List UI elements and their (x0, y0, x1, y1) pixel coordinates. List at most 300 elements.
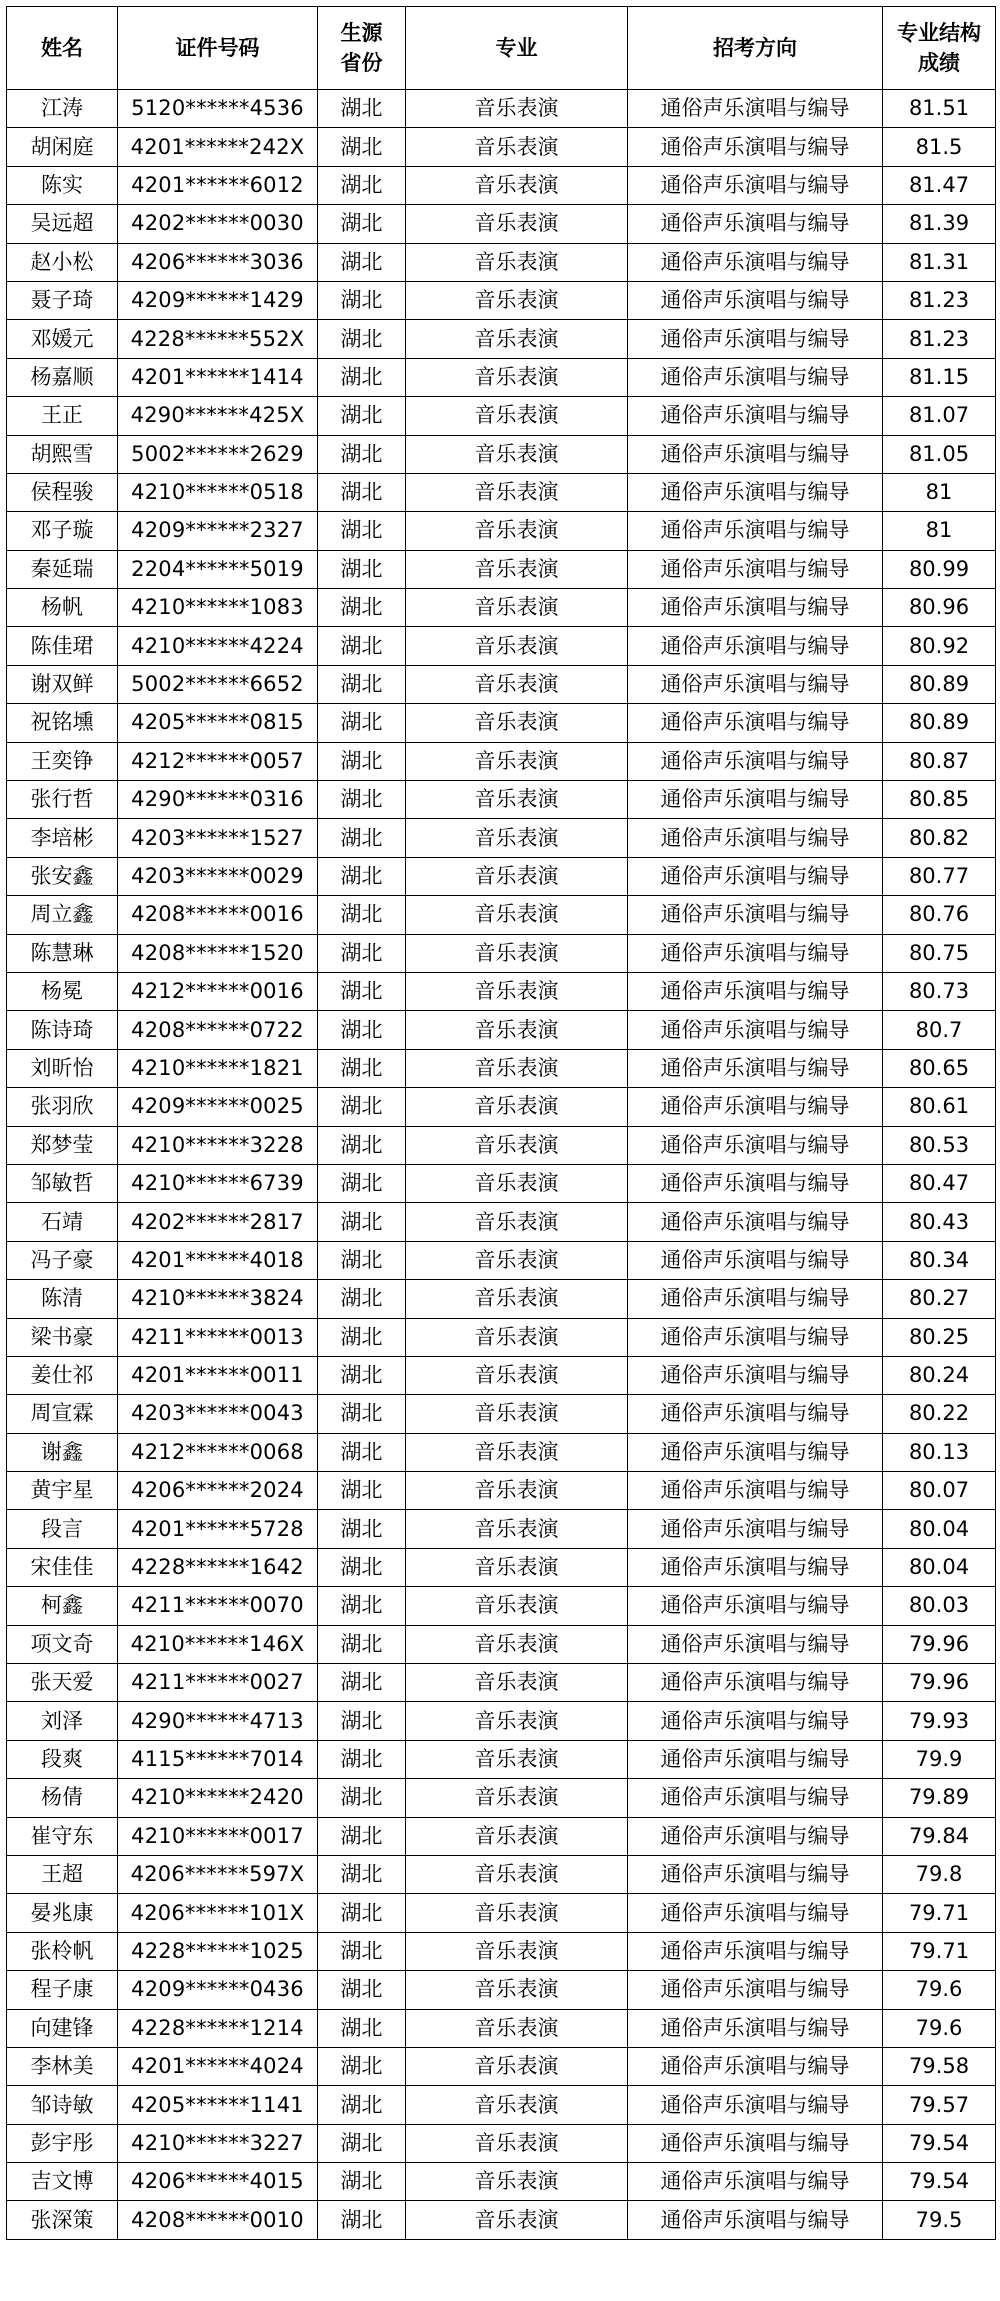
header-province: 生源 省份 (318, 7, 406, 90)
cell-major: 音乐表演 (406, 589, 628, 627)
cell-score: 79.71 (883, 1894, 996, 1932)
cell-score: 81.23 (883, 320, 996, 358)
cell-province: 湖北 (318, 781, 406, 819)
cell-name: 谢鑫 (7, 1433, 118, 1471)
cell-id: 4211******0027 (118, 1664, 318, 1702)
cell-name: 李培彬 (7, 819, 118, 857)
cell-direction: 通俗声乐演唱与编导 (628, 972, 883, 1010)
cell-id: 4203******0043 (118, 1395, 318, 1433)
cell-major: 音乐表演 (406, 243, 628, 281)
table-row (7, 281, 996, 319)
cell-province: 湖北 (318, 320, 406, 358)
cell-name: 张柃帆 (7, 1932, 118, 1970)
cell-name: 邹诗敏 (7, 2086, 118, 2124)
cell-direction: 通俗声乐演唱与编导 (628, 1587, 883, 1625)
cell-direction: 通俗声乐演唱与编导 (628, 435, 883, 473)
cell-id: 4205******0815 (118, 704, 318, 742)
cell-score: 79.93 (883, 1702, 996, 1740)
cell-province: 湖北 (318, 1280, 406, 1318)
cell-id: 4210******2420 (118, 1779, 318, 1817)
cell-score: 80.03 (883, 1587, 996, 1625)
cell-id: 4210******6739 (118, 1164, 318, 1202)
cell-score: 80.53 (883, 1126, 996, 1164)
cell-score: 79.6 (883, 2009, 996, 2047)
table-header-row (7, 7, 996, 90)
cell-major: 音乐表演 (406, 473, 628, 511)
cell-major: 音乐表演 (406, 2201, 628, 2239)
cell-name: 王超 (7, 1855, 118, 1893)
cell-id: 4210******146X (118, 1625, 318, 1663)
table-row (7, 2124, 996, 2162)
cell-direction: 通俗声乐演唱与编导 (628, 2201, 883, 2239)
cell-major: 音乐表演 (406, 1433, 628, 1471)
cell-id: 4206******2024 (118, 1472, 318, 1510)
table-row (7, 2047, 996, 2085)
cell-name: 张行哲 (7, 781, 118, 819)
cell-major: 音乐表演 (406, 1587, 628, 1625)
cell-score: 80.47 (883, 1164, 996, 1202)
results-table-container (6, 6, 996, 2240)
cell-id: 4209******0025 (118, 1088, 318, 1126)
cell-score: 80.13 (883, 1433, 996, 1471)
cell-name: 吉文博 (7, 2163, 118, 2201)
cell-name: 周宣霖 (7, 1395, 118, 1433)
cell-name: 晏兆康 (7, 1894, 118, 1932)
cell-name: 杨冕 (7, 972, 118, 1010)
cell-name: 谢双鲜 (7, 665, 118, 703)
cell-name: 陈诗琦 (7, 1011, 118, 1049)
cell-score: 81.47 (883, 166, 996, 204)
cell-major: 音乐表演 (406, 166, 628, 204)
table-row (7, 435, 996, 473)
cell-score: 80.04 (883, 1548, 996, 1586)
cell-direction: 通俗声乐演唱与编导 (628, 1779, 883, 1817)
cell-name: 王正 (7, 397, 118, 435)
cell-province: 湖北 (318, 473, 406, 511)
cell-score: 80.77 (883, 857, 996, 895)
cell-province: 湖北 (318, 857, 406, 895)
table-row (7, 1664, 996, 1702)
cell-score: 80.34 (883, 1241, 996, 1279)
cell-major: 音乐表演 (406, 1011, 628, 1049)
cell-province: 湖北 (318, 742, 406, 780)
cell-province: 湖北 (318, 1932, 406, 1970)
cell-direction: 通俗声乐演唱与编导 (628, 627, 883, 665)
cell-name: 黄宇星 (7, 1472, 118, 1510)
table-row (7, 665, 996, 703)
cell-direction: 通俗声乐演唱与编导 (628, 1664, 883, 1702)
table-row (7, 128, 996, 166)
cell-id: 5120******4536 (118, 90, 318, 128)
cell-direction: 通俗声乐演唱与编导 (628, 281, 883, 319)
cell-score: 79.71 (883, 1932, 996, 1970)
table-row (7, 1740, 996, 1778)
cell-province: 湖北 (318, 704, 406, 742)
cell-name: 吴远超 (7, 205, 118, 243)
cell-province: 湖北 (318, 2086, 406, 2124)
cell-score: 81 (883, 473, 996, 511)
cell-score: 80.96 (883, 589, 996, 627)
cell-major: 音乐表演 (406, 1548, 628, 1586)
cell-id: 4202******2817 (118, 1203, 318, 1241)
cell-major: 音乐表演 (406, 128, 628, 166)
cell-direction: 通俗声乐演唱与编导 (628, 473, 883, 511)
cell-score: 81.31 (883, 243, 996, 281)
cell-name: 侯程骏 (7, 473, 118, 511)
cell-score: 80.25 (883, 1318, 996, 1356)
table-row (7, 320, 996, 358)
table-row (7, 1472, 996, 1510)
cell-score: 79.5 (883, 2201, 996, 2239)
cell-id: 4208******0016 (118, 896, 318, 934)
cell-score: 79.54 (883, 2163, 996, 2201)
cell-major: 音乐表演 (406, 435, 628, 473)
cell-direction: 通俗声乐演唱与编导 (628, 1472, 883, 1510)
table-row (7, 1932, 996, 1970)
cell-id: 4205******1141 (118, 2086, 318, 2124)
cell-name: 胡熙雪 (7, 435, 118, 473)
cell-province: 湖北 (318, 1548, 406, 1586)
cell-direction: 通俗声乐演唱与编导 (628, 1740, 883, 1778)
cell-province: 湖北 (318, 1510, 406, 1548)
table-row (7, 2086, 996, 2124)
cell-name: 杨倩 (7, 1779, 118, 1817)
cell-score: 79.57 (883, 2086, 996, 2124)
cell-direction: 通俗声乐演唱与编导 (628, 1241, 883, 1279)
table-row (7, 934, 996, 972)
cell-score: 79.58 (883, 2047, 996, 2085)
cell-province: 湖北 (318, 1126, 406, 1164)
table-row (7, 550, 996, 588)
cell-direction: 通俗声乐演唱与编导 (628, 243, 883, 281)
cell-score: 81.05 (883, 435, 996, 473)
cell-province: 湖北 (318, 1664, 406, 1702)
cell-province: 湖北 (318, 589, 406, 627)
cell-id: 4211******0013 (118, 1318, 318, 1356)
table-row (7, 896, 996, 934)
table-row (7, 1126, 996, 1164)
cell-name: 段言 (7, 1510, 118, 1548)
cell-major: 音乐表演 (406, 1971, 628, 2009)
cell-direction: 通俗声乐演唱与编导 (628, 742, 883, 780)
cell-direction: 通俗声乐演唱与编导 (628, 512, 883, 550)
cell-direction: 通俗声乐演唱与编导 (628, 1395, 883, 1433)
table-row (7, 166, 996, 204)
cell-id: 4209******2327 (118, 512, 318, 550)
cell-name: 王奕铮 (7, 742, 118, 780)
cell-id: 4210******4224 (118, 627, 318, 665)
cell-province: 湖北 (318, 934, 406, 972)
cell-direction: 通俗声乐演唱与编导 (628, 205, 883, 243)
cell-id: 4206******597X (118, 1855, 318, 1893)
cell-id: 4210******3228 (118, 1126, 318, 1164)
cell-direction: 通俗声乐演唱与编导 (628, 2163, 883, 2201)
cell-province: 湖北 (318, 1702, 406, 1740)
cell-direction: 通俗声乐演唱与编导 (628, 1548, 883, 1586)
cell-province: 湖北 (318, 550, 406, 588)
cell-province: 湖北 (318, 205, 406, 243)
cell-id: 5002******6652 (118, 665, 318, 703)
cell-direction: 通俗声乐演唱与编导 (628, 128, 883, 166)
cell-major: 音乐表演 (406, 1395, 628, 1433)
cell-direction: 通俗声乐演唱与编导 (628, 358, 883, 396)
table-row (7, 2163, 996, 2201)
table-row (7, 857, 996, 895)
cell-direction: 通俗声乐演唱与编导 (628, 934, 883, 972)
header-name: 姓名 (7, 7, 118, 90)
cell-major: 音乐表演 (406, 1280, 628, 1318)
cell-major: 音乐表演 (406, 781, 628, 819)
cell-direction: 通俗声乐演唱与编导 (628, 1510, 883, 1548)
cell-name: 段爽 (7, 1740, 118, 1778)
cell-province: 湖北 (318, 243, 406, 281)
cell-province: 湖北 (318, 665, 406, 703)
cell-direction: 通俗声乐演唱与编导 (628, 1164, 883, 1202)
cell-province: 湖北 (318, 2163, 406, 2201)
cell-score: 80.04 (883, 1510, 996, 1548)
cell-province: 湖北 (318, 358, 406, 396)
cell-direction: 通俗声乐演唱与编导 (628, 1049, 883, 1087)
cell-major: 音乐表演 (406, 1049, 628, 1087)
cell-score: 80.85 (883, 781, 996, 819)
table-row (7, 243, 996, 281)
cell-name: 柯鑫 (7, 1587, 118, 1625)
cell-id: 4115******7014 (118, 1740, 318, 1778)
cell-score: 80.76 (883, 896, 996, 934)
cell-name: 周立鑫 (7, 896, 118, 934)
table-row (7, 742, 996, 780)
cell-province: 湖北 (318, 2124, 406, 2162)
cell-major: 音乐表演 (406, 1318, 628, 1356)
header-id: 证件号码 (118, 7, 318, 90)
table-row (7, 473, 996, 511)
cell-province: 湖北 (318, 1971, 406, 2009)
cell-direction: 通俗声乐演唱与编导 (628, 1855, 883, 1893)
cell-id: 4210******0518 (118, 473, 318, 511)
cell-province: 湖北 (318, 819, 406, 857)
cell-name: 姜仕祁 (7, 1356, 118, 1394)
cell-direction: 通俗声乐演唱与编导 (628, 1280, 883, 1318)
cell-name: 秦延瑞 (7, 550, 118, 588)
cell-name: 崔守东 (7, 1817, 118, 1855)
cell-id: 4206******3036 (118, 243, 318, 281)
header-direction: 招考方向 (628, 7, 883, 90)
cell-name: 杨帆 (7, 589, 118, 627)
cell-major: 音乐表演 (406, 1702, 628, 1740)
cell-id: 4209******1429 (118, 281, 318, 319)
cell-name: 李林美 (7, 2047, 118, 2085)
cell-direction: 通俗声乐演唱与编导 (628, 2009, 883, 2047)
cell-id: 4290******0316 (118, 781, 318, 819)
cell-direction: 通俗声乐演唱与编导 (628, 1433, 883, 1471)
cell-province: 湖北 (318, 896, 406, 934)
cell-major: 音乐表演 (406, 2047, 628, 2085)
cell-province: 湖北 (318, 1088, 406, 1126)
cell-name: 杨嘉顺 (7, 358, 118, 396)
cell-id: 4228******552X (118, 320, 318, 358)
cell-id: 4210******0017 (118, 1817, 318, 1855)
header-major: 专业 (406, 7, 628, 90)
cell-direction: 通俗声乐演唱与编导 (628, 896, 883, 934)
cell-id: 4201******0011 (118, 1356, 318, 1394)
table-row (7, 1971, 996, 2009)
cell-id: 4210******3227 (118, 2124, 318, 2162)
cell-direction: 通俗声乐演唱与编导 (628, 1318, 883, 1356)
cell-major: 音乐表演 (406, 1088, 628, 1126)
cell-direction: 通俗声乐演唱与编导 (628, 2124, 883, 2162)
cell-score: 79.96 (883, 1625, 996, 1663)
cell-province: 湖北 (318, 1164, 406, 1202)
cell-direction: 通俗声乐演唱与编导 (628, 1203, 883, 1241)
cell-province: 湖北 (318, 512, 406, 550)
cell-name: 刘昕怡 (7, 1049, 118, 1087)
cell-province: 湖北 (318, 1241, 406, 1279)
table-row (7, 205, 996, 243)
cell-id: 4201******6012 (118, 166, 318, 204)
cell-score: 81.51 (883, 90, 996, 128)
cell-id: 4212******0057 (118, 742, 318, 780)
cell-major: 音乐表演 (406, 627, 628, 665)
cell-name: 彭宇彤 (7, 2124, 118, 2162)
cell-direction: 通俗声乐演唱与编导 (628, 166, 883, 204)
cell-score: 80.27 (883, 1280, 996, 1318)
cell-score: 80.92 (883, 627, 996, 665)
cell-major: 音乐表演 (406, 1932, 628, 1970)
cell-id: 4208******1520 (118, 934, 318, 972)
cell-province: 湖北 (318, 1472, 406, 1510)
cell-province: 湖北 (318, 1587, 406, 1625)
cell-province: 湖北 (318, 1855, 406, 1893)
cell-id: 4209******0436 (118, 1971, 318, 2009)
cell-score: 79.54 (883, 2124, 996, 2162)
cell-major: 音乐表演 (406, 934, 628, 972)
cell-direction: 通俗声乐演唱与编导 (628, 1971, 883, 2009)
cell-major: 音乐表演 (406, 2086, 628, 2124)
cell-province: 湖北 (318, 1395, 406, 1433)
cell-score: 79.8 (883, 1855, 996, 1893)
cell-direction: 通俗声乐演唱与编导 (628, 1817, 883, 1855)
cell-province: 湖北 (318, 1049, 406, 1087)
cell-direction: 通俗声乐演唱与编导 (628, 857, 883, 895)
table-row (7, 1203, 996, 1241)
cell-score: 80.99 (883, 550, 996, 588)
cell-name: 石靖 (7, 1203, 118, 1241)
cell-major: 音乐表演 (406, 512, 628, 550)
table-row (7, 704, 996, 742)
results-table (6, 6, 996, 2240)
cell-name: 邹敏哲 (7, 1164, 118, 1202)
cell-id: 5002******2629 (118, 435, 318, 473)
cell-province: 湖北 (318, 2047, 406, 2085)
cell-direction: 通俗声乐演唱与编导 (628, 1356, 883, 1394)
cell-province: 湖北 (318, 128, 406, 166)
cell-province: 湖北 (318, 397, 406, 435)
table-row (7, 1855, 996, 1893)
cell-province: 湖北 (318, 1356, 406, 1394)
table-body (7, 90, 996, 2240)
cell-name: 张羽欣 (7, 1088, 118, 1126)
cell-name: 向建锋 (7, 2009, 118, 2047)
cell-major: 音乐表演 (406, 1817, 628, 1855)
cell-province: 湖北 (318, 1817, 406, 1855)
cell-province: 湖北 (318, 1318, 406, 1356)
cell-score: 79.96 (883, 1664, 996, 1702)
cell-score: 80.7 (883, 1011, 996, 1049)
cell-direction: 通俗声乐演唱与编导 (628, 704, 883, 742)
table-row (7, 1625, 996, 1663)
cell-id: 4290******4713 (118, 1702, 318, 1740)
cell-major: 音乐表演 (406, 2124, 628, 2162)
cell-major: 音乐表演 (406, 2009, 628, 2047)
table-row (7, 1356, 996, 1394)
cell-name: 项文奇 (7, 1625, 118, 1663)
cell-major: 音乐表演 (406, 742, 628, 780)
cell-major: 音乐表演 (406, 1472, 628, 1510)
cell-id: 4228******1642 (118, 1548, 318, 1586)
cell-major: 音乐表演 (406, 281, 628, 319)
cell-id: 4210******3824 (118, 1280, 318, 1318)
cell-name: 祝铭壎 (7, 704, 118, 742)
cell-score: 81.39 (883, 205, 996, 243)
cell-score: 79.6 (883, 1971, 996, 2009)
cell-direction: 通俗声乐演唱与编导 (628, 1126, 883, 1164)
cell-id: 4212******0068 (118, 1433, 318, 1471)
cell-id: 4228******1214 (118, 2009, 318, 2047)
cell-id: 4201******5728 (118, 1510, 318, 1548)
cell-name: 陈佳珺 (7, 627, 118, 665)
cell-id: 4201******1414 (118, 358, 318, 396)
cell-id: 4208******0010 (118, 2201, 318, 2239)
table-row (7, 2009, 996, 2047)
table-row (7, 1779, 996, 1817)
table-row (7, 1241, 996, 1279)
table-row (7, 1817, 996, 1855)
header-score: 专业结构 成绩 (883, 7, 996, 90)
cell-name: 刘泽 (7, 1702, 118, 1740)
cell-score: 80.43 (883, 1203, 996, 1241)
table-row (7, 781, 996, 819)
cell-score: 81.07 (883, 397, 996, 435)
cell-id: 4290******425X (118, 397, 318, 435)
cell-major: 音乐表演 (406, 2163, 628, 2201)
cell-score: 81.5 (883, 128, 996, 166)
cell-major: 音乐表演 (406, 1356, 628, 1394)
table-row (7, 90, 996, 128)
cell-score: 79.84 (883, 1817, 996, 1855)
table-row (7, 512, 996, 550)
cell-name: 陈实 (7, 166, 118, 204)
cell-name: 江涛 (7, 90, 118, 128)
cell-major: 音乐表演 (406, 1855, 628, 1893)
cell-major: 音乐表演 (406, 1241, 628, 1279)
cell-direction: 通俗声乐演唱与编导 (628, 781, 883, 819)
cell-score: 80.75 (883, 934, 996, 972)
cell-name: 梁书豪 (7, 1318, 118, 1356)
cell-direction: 通俗声乐演唱与编导 (628, 1894, 883, 1932)
cell-score: 80.61 (883, 1088, 996, 1126)
cell-major: 音乐表演 (406, 320, 628, 358)
cell-name: 郑梦莹 (7, 1126, 118, 1164)
cell-direction: 通俗声乐演唱与编导 (628, 1088, 883, 1126)
cell-name: 宋佳佳 (7, 1548, 118, 1586)
cell-major: 音乐表演 (406, 819, 628, 857)
cell-score: 80.24 (883, 1356, 996, 1394)
cell-score: 81.23 (883, 281, 996, 319)
table-row (7, 1011, 996, 1049)
cell-direction: 通俗声乐演唱与编导 (628, 397, 883, 435)
cell-name: 邓子璇 (7, 512, 118, 550)
cell-major: 音乐表演 (406, 1164, 628, 1202)
